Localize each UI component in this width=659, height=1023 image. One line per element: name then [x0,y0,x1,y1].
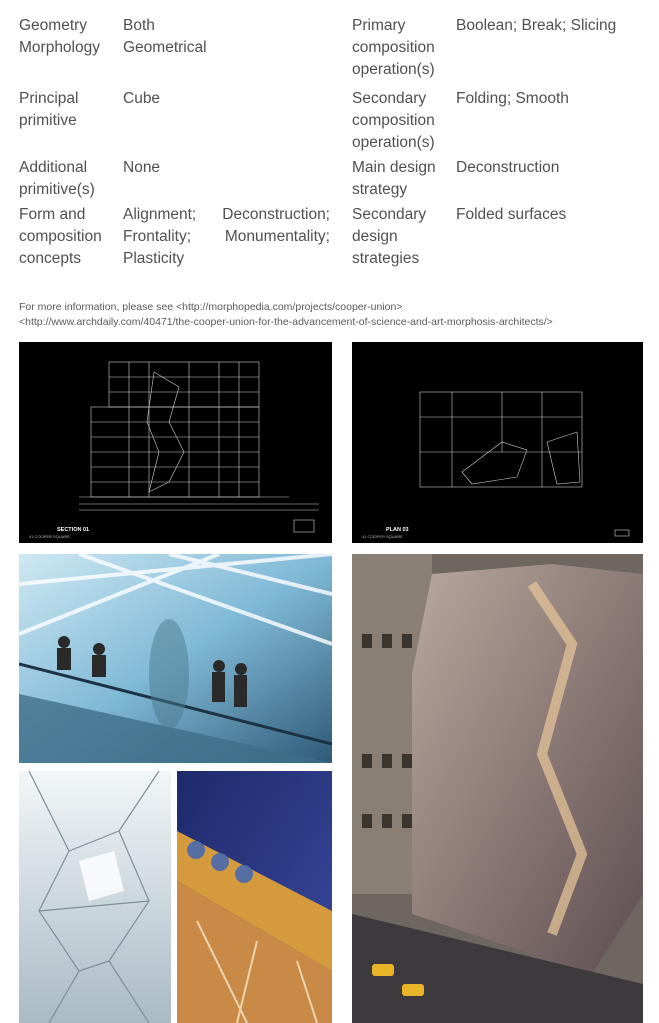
exterior-facade-photo [352,554,643,1023]
label-primary-composition-operations: Primary composition operation(s) [352,17,435,78]
section-caption: SECTION 01 [57,527,90,533]
label-secondary-design-strategies: Secondary design strategies [352,206,427,267]
value-primary-composition-operations: Boolean; Break; Slicing [456,17,617,34]
interior-ceiling-photo [19,771,171,1023]
section-subcaption: 41 COOPER SQUARE [29,534,70,539]
value-principal-primitive: Cube [123,90,161,107]
plan-caption: PLAN 03 [386,527,409,533]
label-additional-primitive: Additional primitive(s) [19,159,95,198]
label-main-design-strategy: Main design strategy [352,159,436,198]
value-main-design-strategy: Deconstruction [456,159,560,176]
more-info-line-1[interactable]: For more information, please see <http://morphopedia.com/projects/cooper-union> [19,301,403,313]
value-form-composition-concepts: Alignment; Deconstruction; Frontality; Monumentality; Plasticity [123,206,330,267]
section-drawing-image [19,342,332,543]
label-principal-primitive: Principal primitive [19,90,79,129]
label-secondary-composition-operations: Secondary composition operation(s) [352,90,435,151]
more-info-line-2[interactable]: <http://www.archdaily.com/40471/the-cooper-union-for-the-advancement-of-science-and-art-morphosis-architects/> [19,316,553,328]
atrium-staircase-photo [19,554,332,763]
more-info [19,300,553,330]
value-geometry-morphology: Both Geometrical [123,17,207,56]
facade-lettering-photo [177,771,332,1023]
value-secondary-composition-operations: Folding; Smooth [456,90,569,107]
plan-subcaption: 41 COOPER SQUARE [362,534,403,539]
value-additional-primitive: None [123,159,161,176]
label-geometry-morphology: Geometry Morphology [19,17,100,56]
label-form-composition-concepts: Form and composition concepts [19,206,102,267]
value-secondary-design-strategies: Folded surfaces [456,206,567,223]
plan-drawing-image [352,342,643,543]
